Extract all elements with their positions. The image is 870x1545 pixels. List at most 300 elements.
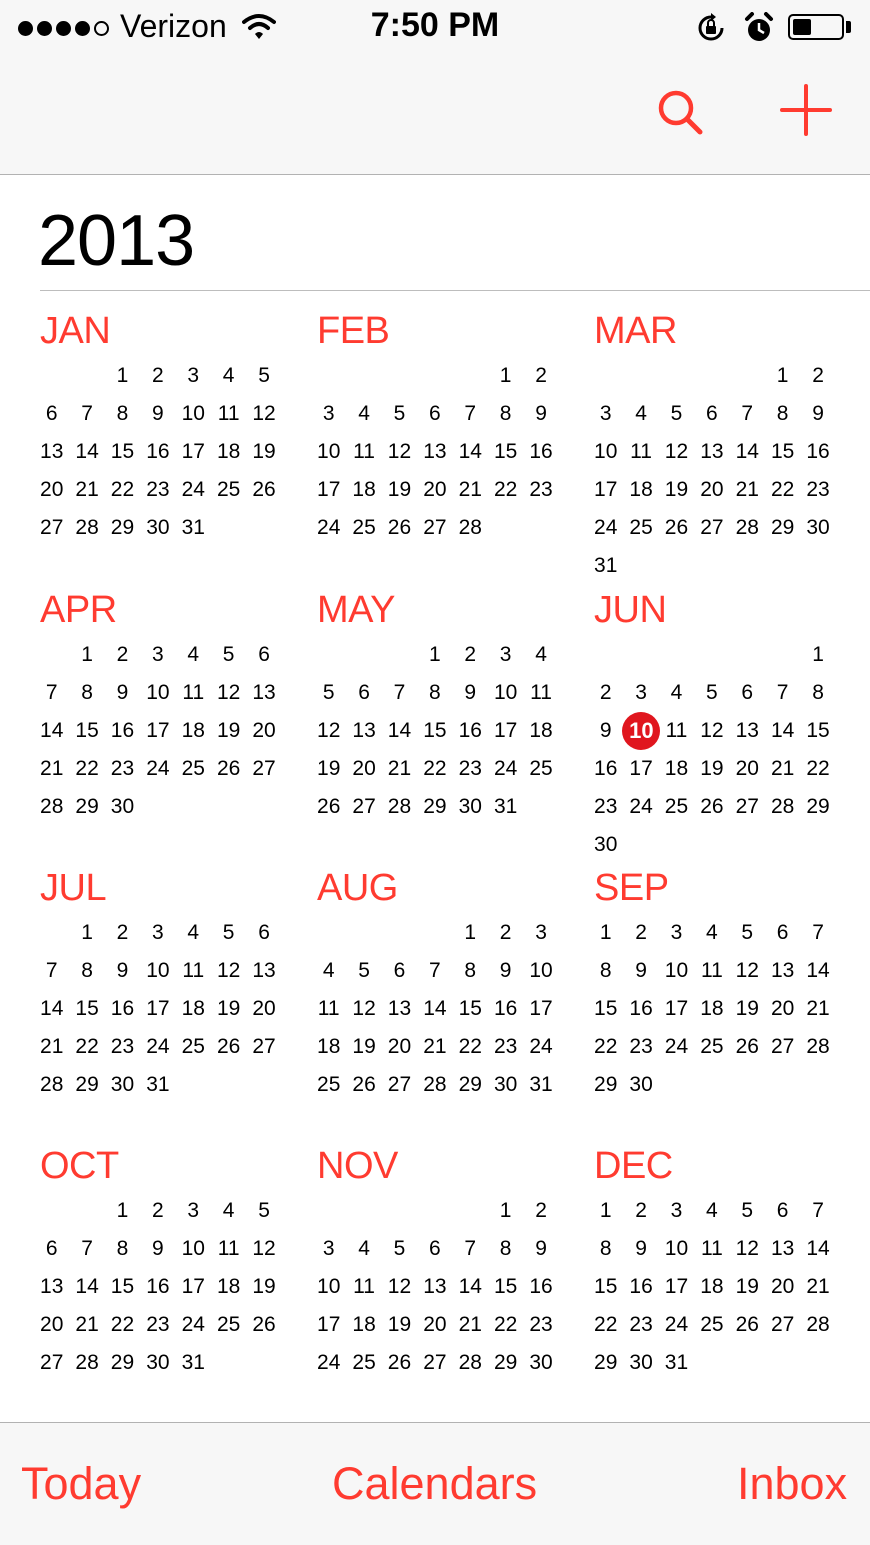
day-cell[interactable]: 25	[352, 1351, 376, 1374]
day-cell[interactable]: 13	[352, 719, 376, 742]
day-cell[interactable]: 13	[252, 959, 276, 982]
day-cell[interactable]: 16	[110, 997, 135, 1020]
day-cell[interactable]: 11	[217, 402, 240, 425]
day-cell[interactable]: 1	[776, 364, 789, 387]
month-jun[interactable]	[588, 591, 848, 871]
day-cell[interactable]: 5	[741, 1199, 754, 1222]
day-cell[interactable]: 24	[146, 757, 170, 780]
day-cell[interactable]: 10	[664, 1237, 689, 1260]
day-cell[interactable]: 20	[770, 997, 795, 1020]
day-cell[interactable]: 15	[806, 719, 830, 742]
day-cell[interactable]: 7	[741, 402, 754, 425]
month-apr[interactable]	[34, 591, 294, 833]
day-cell[interactable]: 18	[352, 478, 376, 501]
day-cell[interactable]: 5	[706, 681, 718, 704]
day-cell[interactable]: 16	[146, 1275, 170, 1298]
day-cell[interactable]: 20	[423, 1313, 447, 1336]
day-cell[interactable]: 21	[735, 478, 759, 501]
day-cell[interactable]: 9	[635, 1237, 647, 1260]
day-cell[interactable]: 23	[146, 478, 170, 501]
day-cell[interactable]: 20	[700, 478, 724, 501]
day-cell[interactable]: 11	[353, 1275, 375, 1298]
day-cell[interactable]: 5	[393, 1237, 406, 1260]
day-cell[interactable]: 30	[529, 1351, 553, 1374]
day-cell[interactable]: 13	[423, 440, 447, 463]
day-cell[interactable]: 10	[493, 681, 518, 704]
day-cell[interactable]: 11	[217, 1237, 240, 1260]
day-cell[interactable]: 30	[629, 1351, 653, 1374]
day-cell[interactable]: 19	[352, 1035, 376, 1058]
month-dec[interactable]	[588, 1147, 848, 1389]
day-cell[interactable]: 31	[181, 1351, 205, 1374]
day-cell[interactable]: 30	[146, 516, 170, 539]
day-cell[interactable]: 20	[423, 478, 447, 501]
day-cell[interactable]: 18	[529, 719, 553, 742]
day-cell[interactable]: 19	[700, 757, 724, 780]
day-cell[interactable]: 16	[529, 440, 553, 463]
day-cell[interactable]: 14	[806, 1237, 830, 1260]
day-cell[interactable]: 14	[423, 997, 447, 1020]
day-cell[interactable]: 4	[635, 402, 647, 425]
day-cell[interactable]: 13	[40, 440, 64, 463]
day-cell[interactable]: 25	[700, 1035, 724, 1058]
day-cell[interactable]: 3	[322, 402, 335, 425]
day-cell[interactable]: 8	[81, 681, 93, 704]
day-cell[interactable]: 12	[317, 719, 341, 742]
day-cell[interactable]: 15	[75, 719, 99, 742]
day-cell[interactable]: 14	[387, 719, 412, 742]
day-cell[interactable]: 28	[40, 795, 64, 818]
day-cell[interactable]: 13	[700, 440, 724, 463]
day-cell[interactable]: 11	[665, 719, 688, 742]
day-cell[interactable]: 2	[116, 643, 129, 666]
day-cell[interactable]: 4	[358, 1237, 370, 1260]
day-cell[interactable]: 17	[629, 757, 653, 780]
day-cell[interactable]: 20	[735, 757, 759, 780]
day-cell[interactable]: 7	[464, 1237, 477, 1260]
day-cell[interactable]: 4	[187, 921, 200, 944]
add-icon[interactable]	[776, 80, 836, 140]
day-cell[interactable]: 10	[529, 959, 553, 982]
day-cell[interactable]: 3	[670, 1199, 683, 1222]
day-cell[interactable]: 24	[181, 478, 205, 501]
day-cell[interactable]: 9	[535, 1237, 547, 1260]
today-day-cell[interactable]	[623, 719, 658, 757]
day-cell[interactable]: 18	[352, 1313, 376, 1336]
day-cell[interactable]: 28	[735, 516, 759, 539]
day-cell[interactable]: 23	[110, 757, 135, 780]
day-cell[interactable]: 19	[317, 757, 341, 780]
day-cell[interactable]: 9	[116, 681, 129, 704]
day-cell[interactable]: 18	[664, 757, 689, 780]
day-cell[interactable]: 22	[458, 1035, 482, 1058]
day-cell[interactable]: 26	[216, 757, 241, 780]
day-cell[interactable]: 15	[594, 1275, 618, 1298]
day-cell[interactable]: 22	[770, 478, 795, 501]
day-cell[interactable]: 17	[146, 719, 170, 742]
day-cell[interactable]: 6	[741, 681, 754, 704]
day-cell[interactable]: 31	[594, 554, 618, 577]
day-cell[interactable]: 22	[423, 757, 447, 780]
day-cell[interactable]: 6	[45, 1237, 58, 1260]
day-cell[interactable]: 5	[258, 1199, 270, 1222]
day-cell[interactable]: 12	[387, 1275, 412, 1298]
day-cell[interactable]: 15	[423, 719, 447, 742]
day-cell[interactable]: 9	[152, 1237, 164, 1260]
day-cell[interactable]: 16	[806, 440, 830, 463]
day-cell[interactable]: 13	[423, 1275, 447, 1298]
day-cell[interactable]: 30	[806, 516, 830, 539]
day-cell[interactable]: 18	[181, 997, 205, 1020]
day-cell[interactable]: 12	[735, 959, 759, 982]
day-cell[interactable]: 26	[387, 1351, 412, 1374]
day-cell[interactable]: 19	[735, 1275, 759, 1298]
tab-today[interactable]: Today	[21, 1458, 142, 1509]
day-cell[interactable]: 5	[670, 402, 683, 425]
day-cell[interactable]: 19	[216, 719, 241, 742]
day-cell[interactable]: 14	[75, 1275, 99, 1298]
day-cell[interactable]: 12	[352, 997, 376, 1020]
day-cell[interactable]: 21	[40, 1035, 64, 1058]
day-cell[interactable]: 6	[258, 643, 270, 666]
day-cell[interactable]: 19	[216, 997, 241, 1020]
month-oct[interactable]	[34, 1147, 294, 1389]
day-cell[interactable]: 14	[735, 440, 759, 463]
day-cell[interactable]: 11	[182, 681, 205, 704]
month-may[interactable]	[311, 591, 571, 833]
day-cell[interactable]: 7	[45, 681, 58, 704]
day-cell[interactable]: 22	[75, 1035, 99, 1058]
day-cell[interactable]: 29	[423, 795, 447, 818]
day-cell[interactable]: 10	[146, 681, 170, 704]
day-cell[interactable]: 8	[599, 959, 612, 982]
day-cell[interactable]: 26	[252, 478, 276, 501]
day-cell[interactable]: 1	[499, 364, 512, 387]
day-cell[interactable]: 6	[258, 921, 270, 944]
day-cell[interactable]: 10	[664, 959, 689, 982]
day-cell[interactable]: 17	[594, 478, 618, 501]
day-cell[interactable]: 25	[700, 1313, 724, 1336]
day-cell[interactable]: 27	[770, 1035, 795, 1058]
day-cell[interactable]: 11	[700, 959, 723, 982]
day-cell[interactable]: 6	[358, 681, 370, 704]
day-cell[interactable]: 11	[317, 997, 340, 1020]
day-cell[interactable]: 23	[629, 1035, 653, 1058]
day-cell[interactable]: 29	[770, 516, 795, 539]
day-cell[interactable]: 26	[664, 516, 689, 539]
day-cell[interactable]: 5	[393, 402, 406, 425]
day-cell[interactable]: 27	[423, 1351, 447, 1374]
day-cell[interactable]: 25	[216, 1313, 241, 1336]
day-cell[interactable]: 22	[75, 757, 99, 780]
day-cell[interactable]: 1	[464, 921, 477, 944]
day-cell[interactable]: 25	[664, 795, 689, 818]
day-cell[interactable]: 27	[735, 795, 759, 818]
day-cell[interactable]: 26	[317, 795, 341, 818]
month-nov[interactable]	[311, 1147, 571, 1389]
day-cell[interactable]: 21	[75, 478, 99, 501]
day-cell[interactable]: 17	[317, 478, 341, 501]
day-cell[interactable]: 14	[40, 719, 64, 742]
day-cell[interactable]: 29	[458, 1073, 482, 1096]
day-cell[interactable]: 20	[770, 1275, 795, 1298]
day-cell[interactable]: 4	[358, 402, 370, 425]
day-cell[interactable]: 24	[493, 757, 518, 780]
day-cell[interactable]: 10	[594, 440, 618, 463]
day-cell[interactable]: 2	[812, 364, 824, 387]
day-cell[interactable]: 17	[493, 719, 518, 742]
day-cell[interactable]: 22	[493, 478, 518, 501]
day-cell[interactable]: 27	[423, 516, 447, 539]
day-cell[interactable]: 24	[146, 1035, 170, 1058]
day-cell[interactable]: 16	[594, 757, 618, 780]
day-cell[interactable]: 1	[116, 1199, 129, 1222]
day-cell[interactable]: 7	[464, 402, 477, 425]
day-cell[interactable]: 20	[352, 757, 376, 780]
day-cell[interactable]: 31	[181, 516, 205, 539]
day-cell[interactable]: 1	[429, 643, 441, 666]
day-cell[interactable]: 25	[352, 516, 376, 539]
day-cell[interactable]: 9	[464, 681, 477, 704]
day-cell[interactable]: 15	[110, 440, 135, 463]
day-cell[interactable]: 23	[458, 757, 482, 780]
day-cell[interactable]: 20	[387, 1035, 412, 1058]
day-cell[interactable]: 8	[429, 681, 441, 704]
day-cell[interactable]: 8	[116, 1237, 129, 1260]
day-cell[interactable]: 16	[458, 719, 482, 742]
day-cell[interactable]: 26	[700, 795, 724, 818]
day-cell[interactable]: 5	[322, 681, 335, 704]
day-cell[interactable]: 1	[81, 643, 93, 666]
day-cell[interactable]: 28	[75, 1351, 99, 1374]
day-cell[interactable]: 8	[116, 402, 129, 425]
day-cell[interactable]: 13	[770, 1237, 795, 1260]
day-cell[interactable]: 30	[458, 795, 482, 818]
day-cell[interactable]: 24	[181, 1313, 205, 1336]
day-cell[interactable]: 3	[152, 921, 164, 944]
day-cell[interactable]: 21	[458, 478, 482, 501]
day-cell[interactable]: 6	[706, 402, 718, 425]
day-cell[interactable]: 8	[776, 402, 789, 425]
day-cell[interactable]: 9	[499, 959, 512, 982]
day-cell[interactable]: 6	[429, 1237, 441, 1260]
day-cell[interactable]: 10	[181, 1237, 205, 1260]
day-cell[interactable]: 5	[222, 921, 235, 944]
day-cell[interactable]: 22	[493, 1313, 518, 1336]
day-cell[interactable]: 11	[353, 440, 375, 463]
day-cell[interactable]: 2	[152, 1199, 164, 1222]
day-cell[interactable]: 4	[222, 1199, 235, 1222]
day-cell[interactable]: 18	[700, 1275, 724, 1298]
day-cell[interactable]: 23	[493, 1035, 518, 1058]
day-cell[interactable]: 17	[664, 1275, 689, 1298]
day-cell[interactable]: 14	[458, 1275, 482, 1298]
day-cell[interactable]: 21	[423, 1035, 447, 1058]
day-cell[interactable]: 3	[322, 1237, 335, 1260]
day-cell[interactable]: 17	[664, 997, 689, 1020]
day-cell[interactable]: 19	[252, 440, 276, 463]
day-cell[interactable]: 24	[317, 516, 341, 539]
day-cell[interactable]: 11	[182, 959, 205, 982]
day-cell[interactable]: 9	[152, 402, 164, 425]
day-cell[interactable]: 15	[493, 440, 518, 463]
day-cell[interactable]: 11	[630, 440, 652, 463]
day-cell[interactable]: 2	[635, 921, 647, 944]
day-cell[interactable]: 8	[81, 959, 93, 982]
tab-calendars[interactable]: Calendars	[332, 1458, 538, 1509]
day-cell[interactable]: 27	[700, 516, 724, 539]
day-cell[interactable]: 14	[806, 959, 830, 982]
month-sep[interactable]	[588, 869, 848, 1111]
day-cell[interactable]: 28	[458, 1351, 482, 1374]
day-cell[interactable]: 19	[252, 1275, 276, 1298]
day-cell[interactable]: 3	[499, 643, 512, 666]
day-cell[interactable]: 18	[181, 719, 205, 742]
day-cell[interactable]: 1	[599, 921, 612, 944]
day-cell[interactable]: 17	[529, 997, 553, 1020]
day-cell[interactable]: 10	[317, 440, 341, 463]
day-cell[interactable]: 22	[110, 478, 135, 501]
day-cell[interactable]: 27	[40, 516, 64, 539]
day-cell[interactable]: 2	[152, 364, 164, 387]
day-cell[interactable]: 24	[629, 795, 653, 818]
day-cell[interactable]: 7	[776, 681, 789, 704]
day-cell[interactable]: 1	[499, 1199, 512, 1222]
day-cell[interactable]: 23	[594, 795, 618, 818]
day-cell[interactable]: 8	[499, 1237, 512, 1260]
day-cell[interactable]: 13	[387, 997, 412, 1020]
day-cell[interactable]: 11	[700, 1237, 723, 1260]
day-cell[interactable]: 26	[352, 1073, 376, 1096]
month-aug[interactable]	[311, 869, 571, 1111]
day-cell[interactable]: 8	[464, 959, 477, 982]
day-cell[interactable]: 4	[706, 921, 718, 944]
day-cell[interactable]: 17	[146, 997, 170, 1020]
day-cell[interactable]: 26	[216, 1035, 241, 1058]
day-cell[interactable]: 29	[75, 795, 99, 818]
day-cell[interactable]: 26	[387, 516, 412, 539]
day-cell[interactable]: 20	[252, 997, 276, 1020]
day-cell[interactable]: 31	[146, 1073, 170, 1096]
day-cell[interactable]: 1	[116, 364, 129, 387]
day-cell[interactable]: 30	[146, 1351, 170, 1374]
day-cell[interactable]: 7	[812, 921, 824, 944]
day-cell[interactable]: 16	[493, 997, 518, 1020]
day-cell[interactable]: 28	[423, 1073, 447, 1096]
day-cell[interactable]: 4	[222, 364, 235, 387]
day-cell[interactable]: 24	[317, 1351, 341, 1374]
day-cell[interactable]: 23	[146, 1313, 170, 1336]
day-cell[interactable]: 15	[110, 1275, 135, 1298]
month-mar[interactable]	[588, 312, 848, 592]
day-cell[interactable]: 28	[806, 1313, 830, 1336]
day-cell[interactable]: 24	[664, 1313, 689, 1336]
day-cell[interactable]: 29	[110, 1351, 135, 1374]
day-cell[interactable]: 13	[770, 959, 795, 982]
day-cell[interactable]: 30	[110, 1073, 135, 1096]
day-cell[interactable]: 17	[181, 440, 205, 463]
day-cell[interactable]: 5	[358, 959, 370, 982]
day-cell[interactable]: 17	[317, 1313, 341, 1336]
day-cell[interactable]: 21	[806, 1275, 830, 1298]
day-cell[interactable]: 16	[629, 997, 653, 1020]
day-cell[interactable]: 3	[670, 921, 683, 944]
month-feb[interactable]	[311, 312, 571, 554]
day-cell[interactable]: 2	[535, 364, 547, 387]
day-cell[interactable]: 4	[535, 643, 547, 666]
day-cell[interactable]: 25	[181, 1035, 205, 1058]
day-cell[interactable]: 9	[599, 719, 612, 742]
day-cell[interactable]: 4	[322, 959, 335, 982]
day-cell[interactable]: 28	[40, 1073, 64, 1096]
day-cell[interactable]: 21	[75, 1313, 99, 1336]
day-cell[interactable]: 12	[700, 719, 724, 742]
day-cell[interactable]: 1	[599, 1199, 612, 1222]
day-cell[interactable]: 6	[45, 402, 58, 425]
day-cell[interactable]: 7	[81, 402, 93, 425]
day-cell[interactable]: 9	[812, 402, 824, 425]
day-cell[interactable]: 2	[599, 681, 612, 704]
day-cell[interactable]: 28	[770, 795, 795, 818]
day-cell[interactable]: 12	[735, 1237, 759, 1260]
day-cell[interactable]: 29	[594, 1073, 618, 1096]
day-cell[interactable]: 3	[187, 364, 200, 387]
day-cell[interactable]: 23	[629, 1313, 653, 1336]
day-cell[interactable]: 19	[735, 997, 759, 1020]
day-cell[interactable]: 23	[110, 1035, 135, 1058]
day-cell[interactable]: 8	[499, 402, 512, 425]
day-cell[interactable]: 31	[529, 1073, 553, 1096]
day-cell[interactable]: 24	[664, 1035, 689, 1058]
day-cell[interactable]: 31	[493, 795, 518, 818]
day-cell[interactable]: 19	[387, 478, 412, 501]
day-cell[interactable]: 18	[216, 440, 241, 463]
day-cell[interactable]: 3	[635, 681, 647, 704]
day-cell[interactable]: 22	[594, 1035, 618, 1058]
day-cell[interactable]: 31	[664, 1351, 689, 1374]
day-cell[interactable]: 9	[116, 959, 129, 982]
day-cell[interactable]: 26	[735, 1313, 759, 1336]
day-cell[interactable]: 2	[499, 921, 512, 944]
day-cell[interactable]: 16	[146, 440, 170, 463]
day-cell[interactable]: 10	[146, 959, 170, 982]
day-cell[interactable]: 7	[393, 681, 406, 704]
day-cell[interactable]: 20	[252, 719, 276, 742]
day-cell[interactable]: 12	[252, 402, 276, 425]
day-cell[interactable]: 3	[187, 1199, 200, 1222]
day-cell[interactable]: 27	[252, 757, 276, 780]
day-cell[interactable]: 3	[599, 402, 612, 425]
day-cell[interactable]: 22	[806, 757, 830, 780]
day-cell[interactable]: 21	[458, 1313, 482, 1336]
day-cell[interactable]: 1	[81, 921, 93, 944]
day-cell[interactable]: 2	[635, 1199, 647, 1222]
day-cell[interactable]: 20	[40, 1313, 64, 1336]
day-cell[interactable]: 15	[770, 440, 795, 463]
day-cell[interactable]: 14	[458, 440, 482, 463]
day-cell[interactable]: 4	[187, 643, 200, 666]
day-cell[interactable]: 2	[535, 1199, 547, 1222]
tab-inbox[interactable]: Inbox	[737, 1458, 848, 1509]
day-cell[interactable]: 6	[776, 1199, 789, 1222]
day-cell[interactable]: 6	[393, 959, 406, 982]
day-cell[interactable]: 7	[45, 959, 58, 982]
day-cell[interactable]: 27	[40, 1351, 64, 1374]
day-cell[interactable]: 16	[629, 1275, 653, 1298]
day-cell[interactable]: 9	[635, 959, 647, 982]
day-cell[interactable]: 28	[75, 516, 99, 539]
day-cell[interactable]: 15	[493, 1275, 518, 1298]
